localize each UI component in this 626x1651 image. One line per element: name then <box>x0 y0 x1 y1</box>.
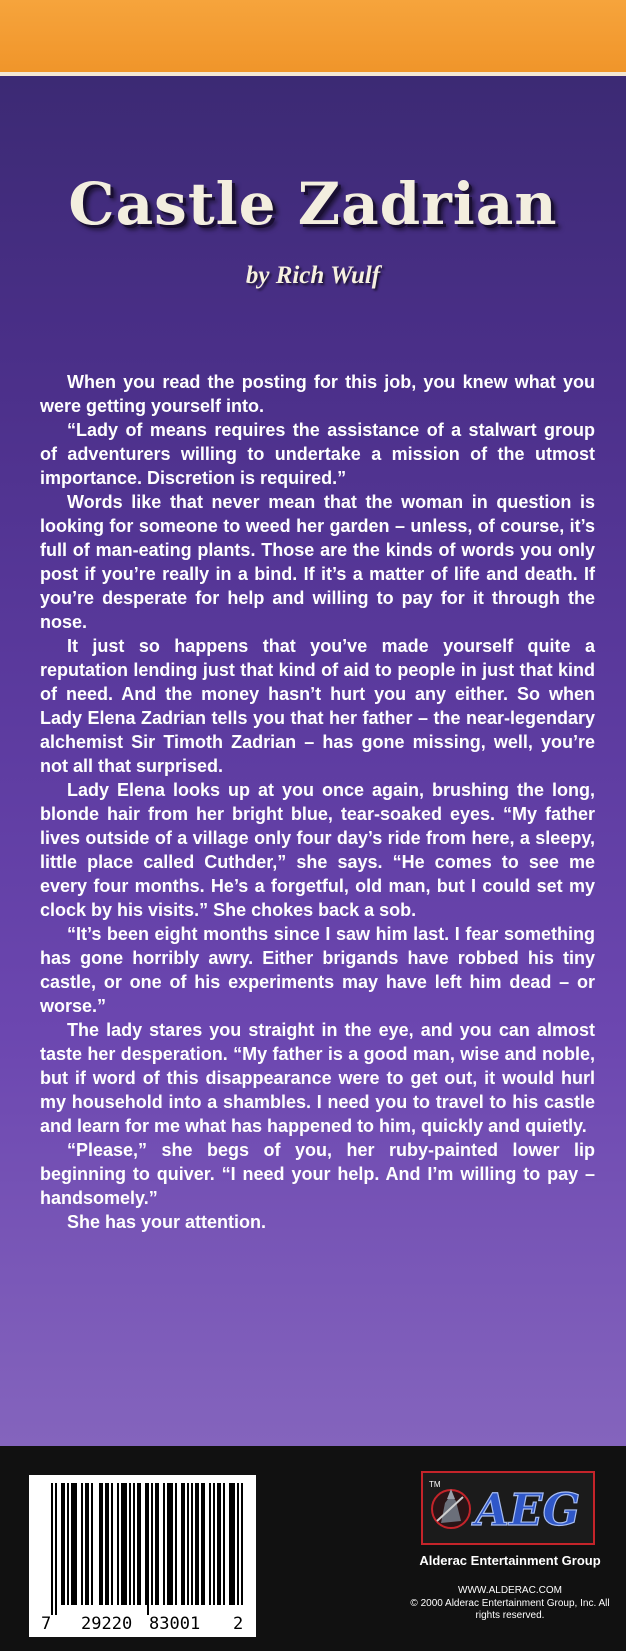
barcode-bar <box>63 1483 65 1605</box>
barcode-bar <box>163 1483 165 1605</box>
barcode-bar <box>233 1483 235 1605</box>
barcode-bar <box>51 1483 53 1615</box>
barcode-bar <box>101 1483 103 1605</box>
barcode-digit-left: 7 <box>41 1614 52 1634</box>
barcode-bar <box>203 1483 205 1605</box>
barcode-bar <box>61 1483 63 1605</box>
barcode-bar <box>209 1483 211 1605</box>
barcode-bar <box>223 1483 225 1605</box>
barcode-bar <box>121 1483 123 1605</box>
barcode-bar <box>213 1483 215 1605</box>
barcode-bar <box>219 1483 221 1605</box>
blurb-paragraph: When you read the posting for this job, you knew what you were getting yourself into. <box>40 372 595 416</box>
barcode-bar <box>237 1483 239 1605</box>
barcode-bar <box>147 1483 149 1615</box>
barcode-bar <box>139 1483 141 1605</box>
aeg-logo-text: AEG <box>475 1485 581 1536</box>
blurb-paragraph: “Lady of means requires the assistance of a stalwart group of adventurers willing to undertake a mission of the utmost importance. Discretion is required.” <box>40 420 595 488</box>
barcode-bar <box>195 1483 197 1605</box>
barcode-bar <box>107 1483 109 1605</box>
blurb-text <box>40 370 595 1234</box>
barcode-bar <box>129 1483 131 1605</box>
blurb-paragraph: “It’s been eight months since I saw him last. I fear something has gone horribly awry. Either brigands have robbed his tiny castle, or one of his experiments may have left him dead – or worse.” <box>40 924 595 1016</box>
barcode-digit-right: 2 <box>233 1614 244 1634</box>
knight-emblem-icon <box>432 1489 470 1528</box>
barcode-bar <box>169 1483 171 1605</box>
blurb-paragraph: “Please,” she begs of you, her ruby-painted lower lip beginning to quiver. “I need your help. And I’m willing to pay – handsomely.” <box>40 1140 595 1208</box>
blurb-paragraph: It just so happens that you’ve made yourself quite a reputation lending just that kind of aid to people in just that kind of need. And the money hasn’t hurt you any either. So when Lady Elena Zadrian tells you that her father – the near-legendary alchemist Sir Timoth Zadrian – has gone missing, well, you’re not all that surprised. <box>40 636 595 776</box>
barcode-bar <box>155 1483 157 1605</box>
barcode-bar <box>85 1483 87 1605</box>
barcode-bar <box>117 1483 119 1605</box>
barcode-graphic <box>29 1475 256 1637</box>
copyright-notice: © 2000 Alderac Entertainment Group, Inc. All rights reserved. <box>410 1598 610 1621</box>
barcode-bar <box>187 1483 189 1605</box>
top-orange-band <box>0 0 626 72</box>
barcode-bars <box>51 1483 243 1615</box>
barcode-bar <box>181 1483 183 1605</box>
aeg-logo-graphic <box>423 1473 593 1543</box>
barcode-bar <box>111 1483 113 1605</box>
blurb-paragraph: She has your attention. <box>67 1212 267 1232</box>
barcode-bar <box>67 1483 69 1605</box>
barcode-bar <box>55 1483 57 1615</box>
barcode-bar <box>123 1483 125 1605</box>
barcode <box>29 1475 256 1637</box>
barcode-bar <box>229 1483 231 1605</box>
barcode-bar <box>191 1483 193 1605</box>
barcode-bar <box>151 1483 153 1605</box>
blurb-paragraph: Lady Elena looks up at you once again, brushing the long, blonde hair from her bright blue, tear-soaked eyes. “My father lives outside of a village only four day’s ride from here, a sleepy, little place called Cuthder,” she says. “He comes to see me every four months. He’s a forgetful, old man, but I could set my clock by his visits.” She chokes back a sob. <box>40 780 595 920</box>
barcode-bar <box>171 1483 173 1605</box>
barcode-bar <box>167 1483 169 1605</box>
author-byline: by Rich Wulf <box>245 262 381 289</box>
barcode-bar <box>81 1483 83 1605</box>
barcode-bar <box>99 1483 101 1605</box>
blurb-paragraph: The lady stares you straight in the eye, and you can almost taste her desperation. “My father is a good man, wise and noble, but if word of this disappearance were to get out, it would hurl my household into a shambles. I need you to travel to his castle and learn for me what has happened to him, quickly and quietly. <box>40 1020 595 1136</box>
barcode-bar <box>175 1483 177 1605</box>
barcode-bar <box>105 1483 107 1605</box>
barcode-bar <box>91 1483 93 1605</box>
blurb-paragraph: Words like that never mean that the woman in question is looking for someone to weed her garden – unless, of course, it’s full of man-eating plants. Those are the kinds of words you only post if you’re really in a bind. If it’s a matter of life and death. If you’re desperate for help and willing to pay for it through the nose. <box>40 492 595 632</box>
barcode-bar <box>133 1483 135 1605</box>
barcode-bar <box>201 1483 203 1605</box>
barcode-bar <box>73 1483 75 1605</box>
barcode-bar <box>87 1483 89 1605</box>
barcode-bar <box>157 1483 159 1605</box>
barcode-bar <box>241 1483 243 1605</box>
barcode-bar <box>75 1483 77 1605</box>
publisher-name: Alderac Entertainment Group <box>419 1553 601 1568</box>
barcode-group-right: 83001 <box>149 1614 201 1634</box>
barcode-bar <box>145 1483 147 1605</box>
barcode-group-left: 29220 <box>81 1614 133 1634</box>
trademark-mark: TM <box>429 1480 441 1489</box>
book-title: Castle Zadrian <box>68 170 558 238</box>
barcode-bar <box>71 1483 73 1605</box>
aeg-logo <box>421 1471 595 1545</box>
barcode-bar <box>125 1483 127 1605</box>
barcode-bar <box>217 1483 219 1605</box>
barcode-bar <box>231 1483 233 1605</box>
barcode-bar <box>197 1483 199 1605</box>
barcode-bar <box>137 1483 139 1605</box>
barcode-bar <box>183 1483 185 1605</box>
publisher-url: WWW.ALDERAC.COM <box>458 1585 562 1596</box>
